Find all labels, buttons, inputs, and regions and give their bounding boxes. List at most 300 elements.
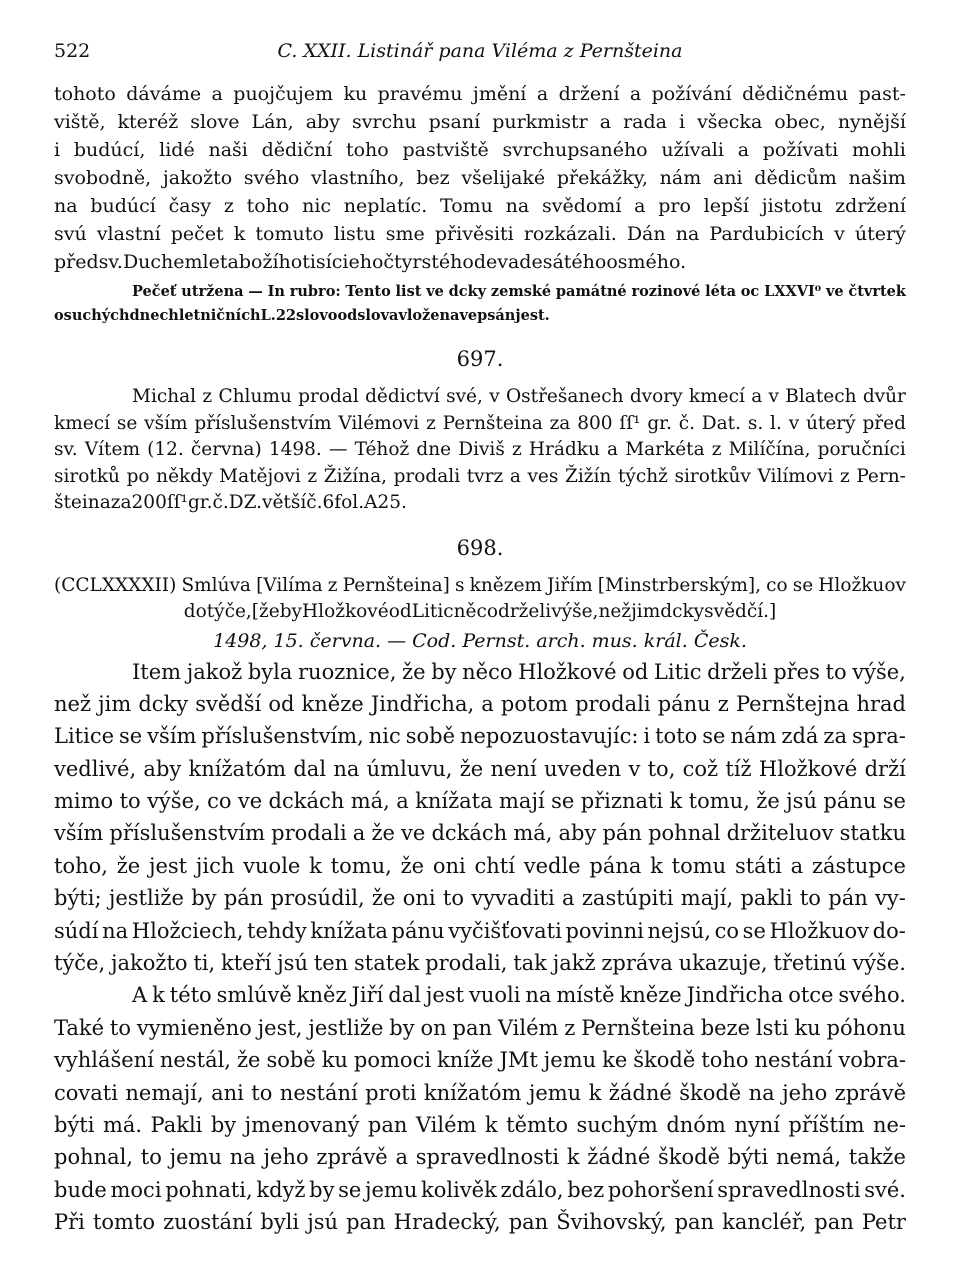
word: držení — [558, 83, 620, 105]
word: kmecí — [688, 386, 745, 407]
word: prodali — [271, 821, 347, 846]
word: Hložkuov — [769, 918, 870, 943]
word: knížatóm — [423, 1080, 522, 1105]
word: spravedlnosti — [415, 1145, 560, 1170]
word: příštím — [788, 1112, 865, 1137]
word: mohli — [851, 139, 906, 161]
word: dědicům — [754, 167, 837, 189]
word: svobodně, — [54, 167, 152, 189]
text-line — [54, 850, 906, 882]
word: nestání — [279, 1080, 358, 1105]
word: tomu, — [688, 789, 750, 814]
word: statek — [354, 951, 420, 976]
word: dědičnému — [742, 83, 849, 105]
word: [Minstrberským], — [597, 574, 761, 596]
word: gr. — [187, 492, 213, 513]
word: jemu — [543, 1048, 597, 1073]
word: pan — [346, 1210, 386, 1235]
page-number: 522 — [54, 40, 91, 62]
top-paragraph — [54, 80, 906, 276]
word: pána — [589, 853, 642, 878]
word: mají, — [680, 886, 734, 911]
word: dvůr — [862, 386, 906, 407]
word: dnech — [129, 307, 179, 324]
word: budúcí, — [73, 139, 146, 161]
word: se — [118, 724, 143, 749]
word: svrchu — [351, 111, 417, 133]
word: sobě — [266, 1048, 316, 1073]
word: na — [102, 918, 129, 943]
word: není — [490, 756, 537, 781]
word: jemu — [364, 1177, 418, 1202]
word: toho — [246, 195, 290, 217]
text-line — [54, 108, 906, 136]
word: v — [788, 412, 800, 434]
word: vším — [144, 412, 188, 434]
word: (12. — [147, 439, 184, 460]
word: jich — [195, 853, 235, 878]
word: jakožto — [110, 951, 188, 976]
word: sv. — [54, 439, 78, 460]
word: úterý — [854, 223, 906, 245]
word: zprávě — [316, 1145, 388, 1170]
word: vedle — [523, 853, 581, 878]
word: Lán, — [251, 111, 294, 133]
word: č. — [678, 412, 695, 434]
text-line — [54, 1012, 906, 1044]
word: jim — [631, 601, 661, 622]
running-title: C. XXII. Listinář pana Viléma z Pernšteina — [277, 40, 683, 62]
word: jakž — [552, 951, 596, 976]
word: nic — [368, 724, 401, 749]
word: do- — [872, 918, 906, 943]
word: 22 — [275, 307, 296, 324]
word: v — [834, 223, 845, 245]
word: ti, — [193, 951, 216, 976]
word: slova — [357, 307, 399, 324]
word: dcky — [138, 691, 189, 716]
word: pan — [508, 1210, 549, 1235]
word: vlastního, — [310, 167, 405, 189]
word: tomto — [92, 1210, 156, 1235]
word: toho — [345, 139, 389, 161]
word: k — [152, 983, 165, 1008]
word: že — [402, 659, 426, 684]
word: vlastní — [96, 223, 161, 245]
seal-note — [54, 280, 906, 328]
word: Blatech — [785, 386, 857, 407]
word: pomoci — [353, 1048, 432, 1073]
word: dcky — [448, 283, 487, 300]
word: má, — [513, 821, 553, 846]
word: z — [223, 195, 234, 217]
word: z — [564, 1015, 576, 1040]
word: A — [364, 492, 378, 513]
word: otce — [788, 983, 834, 1008]
word: pan — [674, 1210, 715, 1235]
word: tomu, — [330, 853, 392, 878]
word: dckách — [268, 789, 345, 814]
word: 25. — [377, 492, 407, 513]
word: tisícieho — [302, 251, 384, 273]
word: suchým — [576, 1112, 658, 1137]
word: se — [116, 412, 138, 434]
word: takže — [848, 1145, 906, 1170]
word: v — [489, 386, 500, 407]
text-line — [54, 248, 906, 276]
word: všelijaké — [461, 167, 546, 189]
entry-697-text — [54, 384, 906, 517]
word: suchých — [63, 307, 130, 324]
word: — — [328, 439, 348, 460]
word: rozinové — [631, 283, 701, 300]
word: od — [388, 601, 412, 622]
word: přiznati — [580, 789, 664, 814]
word: žádné — [608, 1080, 672, 1105]
word: listu — [333, 223, 376, 245]
word: oni — [402, 886, 436, 911]
text-line — [54, 688, 906, 720]
word: vším — [147, 724, 197, 749]
word: by — [279, 601, 303, 622]
word: pánu — [657, 691, 711, 716]
word: prosúdil, — [270, 886, 365, 911]
word: překážky, — [556, 167, 648, 189]
word: a — [737, 139, 750, 161]
word: dal — [388, 983, 421, 1008]
word: nám — [659, 167, 702, 189]
word: na — [525, 983, 552, 1008]
word: příslušenstvím — [109, 821, 266, 846]
word: a — [634, 195, 646, 217]
word: oni — [432, 853, 466, 878]
word: lepší — [703, 195, 749, 217]
word: nestál, — [159, 1048, 231, 1073]
word: jsú — [277, 951, 308, 976]
regest-line — [54, 599, 906, 626]
word: ku — [343, 83, 368, 105]
word: by — [389, 1015, 415, 1040]
word: držiteluov — [726, 821, 834, 846]
word: jakož — [186, 659, 243, 684]
word: na — [229, 1145, 256, 1170]
word: těmto — [506, 1112, 568, 1137]
word: a — [536, 83, 549, 105]
word: mají — [499, 789, 545, 814]
word: než — [54, 691, 92, 716]
word: ke — [602, 1048, 628, 1073]
word: jsú — [786, 789, 817, 814]
text-line — [54, 1109, 906, 1141]
word: dáváme — [126, 83, 202, 105]
word: pan — [814, 1210, 854, 1235]
word: Vilímovi — [757, 465, 834, 487]
word: za — [549, 412, 571, 434]
word: ſſ¹ — [619, 412, 641, 434]
text-line — [54, 1077, 906, 1109]
word: oc — [740, 283, 760, 300]
word: [Vilíma — [256, 574, 323, 596]
text-line — [54, 720, 906, 752]
word: z — [202, 386, 213, 407]
word: rada — [623, 111, 667, 133]
word: úterý — [806, 412, 856, 434]
word: Pernštejna — [735, 691, 850, 716]
word: Ostřešanech — [505, 386, 624, 407]
word: prodali — [575, 691, 651, 716]
word: chtí — [474, 853, 515, 878]
word: moci — [110, 1177, 162, 1202]
word: l. — [770, 412, 782, 434]
word: co — [207, 789, 232, 814]
word: něco — [453, 601, 498, 622]
word: týchž — [617, 465, 668, 487]
word: Švihovský, — [556, 1210, 667, 1235]
word: tomu — [671, 853, 727, 878]
word: božího — [238, 251, 303, 273]
word: Pernšteina — [442, 412, 543, 434]
word: Jindřicha, — [370, 691, 475, 716]
word: že — [756, 789, 780, 814]
word: budúcí — [90, 195, 156, 217]
word: Litic — [411, 601, 454, 622]
word: dckách — [431, 821, 508, 846]
word: pro — [658, 195, 691, 217]
word: Tomu — [440, 195, 493, 217]
word: že — [236, 1048, 261, 1073]
word: Pardubicích — [709, 223, 824, 245]
word: památné — [555, 283, 627, 300]
word: tak — [513, 951, 547, 976]
word: čtvrtek — [848, 283, 906, 300]
word: zpráva — [601, 951, 673, 976]
word: Vilém — [497, 1015, 559, 1040]
word: přivěsiti — [434, 223, 514, 245]
word: k — [233, 223, 246, 245]
word: bez — [567, 1177, 605, 1202]
word: póhonu — [826, 1015, 906, 1040]
word: svého — [243, 167, 300, 189]
word: sirotků — [54, 465, 120, 487]
word: a — [751, 386, 763, 407]
word: časy — [168, 195, 212, 217]
entry-698-regest — [54, 573, 906, 626]
text-line — [54, 220, 906, 248]
word: Hložkové — [518, 659, 617, 684]
word: rubro: — [289, 283, 341, 300]
word: zdržení — [835, 195, 906, 217]
word: potom — [500, 691, 568, 716]
word: v — [628, 756, 641, 781]
word: psaní — [428, 111, 481, 133]
word: nemají, — [125, 1080, 204, 1105]
word: drželi — [497, 601, 552, 622]
word: to — [109, 1015, 132, 1040]
word: ve — [825, 283, 844, 300]
word: se — [882, 789, 906, 814]
word: z — [327, 574, 338, 596]
word: jeho — [263, 1145, 309, 1170]
word: ve — [426, 283, 444, 300]
word: toho, — [54, 853, 108, 878]
word: této — [169, 983, 212, 1008]
word: výše, — [147, 789, 201, 814]
word: zuostání — [163, 1210, 253, 1235]
word: past- — [858, 83, 906, 105]
word: od — [337, 307, 358, 324]
word: gr. — [647, 412, 672, 434]
word: šteina — [54, 492, 111, 513]
word: svědčí.] — [704, 601, 777, 622]
word: všecka — [697, 111, 763, 133]
text-line — [54, 785, 906, 817]
word: čtyrstého — [383, 251, 474, 273]
word: od — [268, 691, 295, 716]
word: list — [395, 283, 422, 300]
word: by — [210, 1112, 237, 1137]
word: vuole — [243, 853, 301, 878]
word: osmého. — [606, 251, 687, 273]
text-line — [54, 817, 906, 849]
word: by — [309, 1177, 335, 1202]
word: sirotkův — [674, 465, 751, 487]
word: knížata — [310, 918, 388, 943]
word: statku — [839, 821, 906, 846]
word: to — [825, 659, 847, 684]
word: devadesátého — [473, 251, 607, 273]
word: [že — [251, 601, 280, 622]
word: dvory — [629, 386, 683, 407]
word: a — [607, 439, 619, 460]
text-line — [54, 1174, 906, 1206]
word: k — [669, 789, 683, 814]
word: Hložciech, — [131, 918, 244, 943]
text-line — [54, 915, 906, 947]
word: nepozuostavujíc: — [459, 724, 639, 749]
word: Pernšteina] — [342, 574, 450, 596]
word: toto — [655, 724, 698, 749]
word: užívali — [661, 139, 724, 161]
word: pohnal — [648, 821, 721, 846]
word: jim — [98, 691, 132, 716]
word: a — [352, 821, 366, 846]
word: od — [622, 659, 649, 684]
word: poručníci — [817, 439, 906, 460]
word: nejsú, — [647, 918, 711, 943]
word: purkmistr — [492, 111, 588, 133]
word: Chlumu — [218, 386, 292, 407]
text-line — [54, 192, 906, 220]
word: dal — [293, 756, 327, 781]
word: Duchem — [122, 251, 203, 273]
word: LXXVI⁰ — [764, 283, 822, 300]
word: drželi — [707, 659, 768, 684]
word: že — [116, 853, 141, 878]
word: kolivěk — [421, 1177, 497, 1202]
word: vyvaditi — [471, 886, 555, 911]
word: nám — [730, 724, 777, 749]
word: obec, — [774, 111, 826, 133]
word: pakli — [740, 886, 793, 911]
word: ve — [401, 821, 426, 846]
word: a — [599, 111, 612, 133]
text-line — [54, 490, 906, 517]
word: Jindřicha — [686, 983, 784, 1008]
word: dcky — [660, 601, 705, 622]
word: jestliže — [308, 1015, 384, 1040]
word: kancléř, — [722, 1210, 807, 1235]
word: ſſ¹ — [166, 492, 188, 513]
word: výše. — [852, 951, 906, 976]
word: pán — [223, 886, 264, 911]
word: Milíčína, — [728, 439, 811, 460]
word: i — [54, 139, 61, 161]
word: žádné — [587, 1145, 651, 1170]
word: jakožto — [162, 167, 233, 189]
word: jeho — [782, 1080, 828, 1105]
word: Pakli — [150, 1112, 203, 1137]
word: má, — [350, 789, 390, 814]
word: lidé — [159, 139, 195, 161]
word: se — [792, 574, 814, 596]
word: JMt — [499, 1048, 538, 1073]
word: když — [256, 1177, 306, 1202]
word: smlúvě — [216, 983, 292, 1008]
word: kteréž — [117, 111, 179, 133]
word: nestání — [754, 1048, 833, 1073]
word: z — [717, 691, 729, 716]
word: drží — [864, 756, 906, 781]
word: a — [509, 465, 521, 487]
word: s — [455, 574, 465, 596]
word: č. — [212, 492, 229, 513]
text-line — [54, 882, 906, 914]
word: vším — [54, 821, 104, 846]
word: pohnal, — [54, 1145, 134, 1170]
word: ne- — [872, 1112, 906, 1137]
word: In — [267, 283, 285, 300]
word: bez — [416, 167, 450, 189]
word: Pečeť — [132, 283, 177, 300]
word: 1498. — [268, 439, 322, 460]
word: ukazuje, — [678, 951, 768, 976]
word: jistotu — [761, 195, 823, 217]
word: hrad — [856, 691, 906, 716]
word: a — [395, 1145, 408, 1170]
word: pan — [452, 1015, 492, 1040]
word: škodě — [633, 1048, 696, 1073]
word: sme — [385, 223, 425, 245]
word: lsti — [755, 1015, 789, 1040]
word: letničních — [178, 307, 261, 324]
word: 800 — [577, 412, 613, 434]
word: to, — [647, 756, 676, 781]
word: nic — [302, 195, 332, 217]
word: má. — [102, 1112, 143, 1137]
word: Také — [54, 1015, 105, 1040]
word: pánu — [823, 789, 877, 814]
word: k — [588, 1080, 602, 1105]
text-line — [54, 464, 906, 491]
word: a — [629, 83, 642, 105]
word: toho — [701, 1048, 749, 1073]
word: že — [459, 756, 484, 781]
word: za — [110, 492, 132, 513]
word: 6 — [322, 492, 335, 513]
word: prodali — [393, 465, 461, 487]
text-line — [54, 1141, 906, 1173]
word: před — [54, 251, 99, 273]
